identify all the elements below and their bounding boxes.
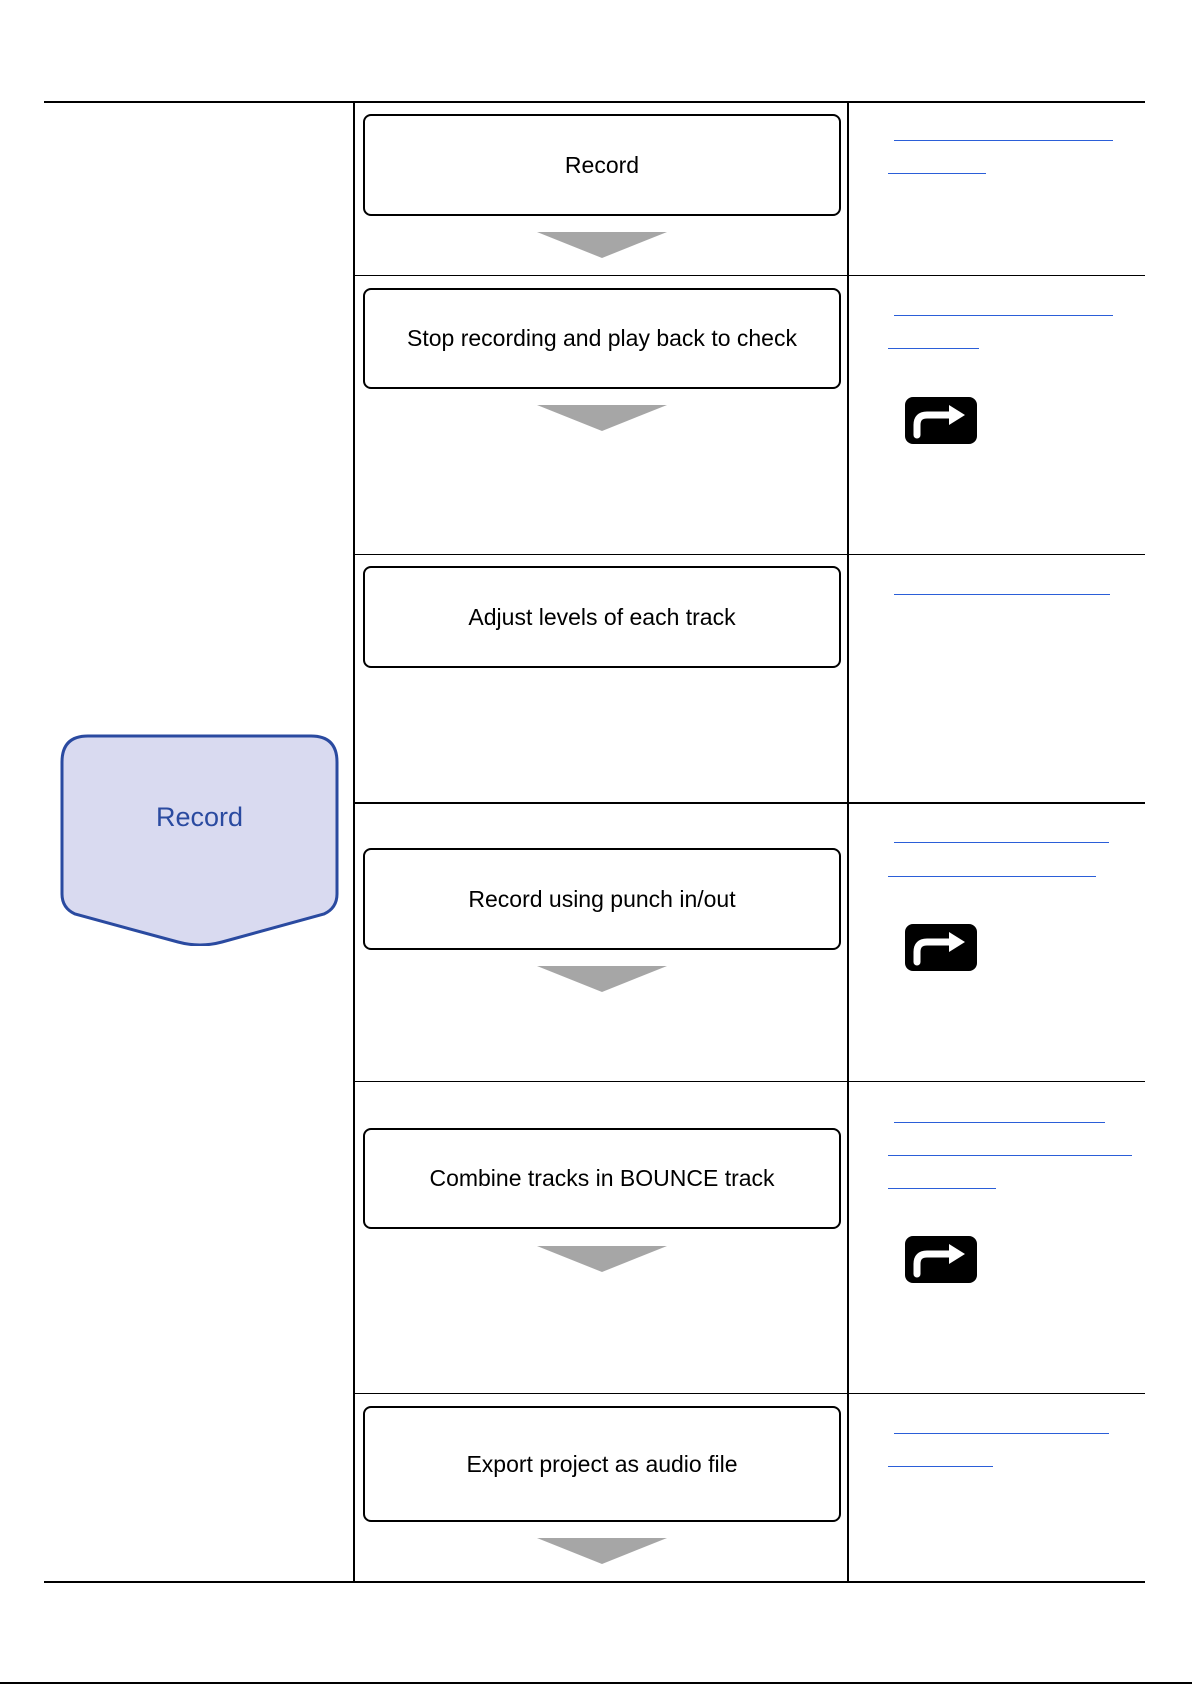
column-divider-right bbox=[847, 101, 849, 1581]
reference-link[interactable] bbox=[888, 173, 986, 174]
step-export: Export project as audio file bbox=[363, 1406, 841, 1522]
row-divider bbox=[353, 554, 1145, 555]
column-divider-left bbox=[353, 101, 355, 1581]
reference-link[interactable] bbox=[888, 1155, 1132, 1156]
stage-badge bbox=[60, 734, 339, 946]
reference-link[interactable] bbox=[894, 842, 1109, 843]
step-record: Record bbox=[363, 114, 841, 216]
reference-link[interactable] bbox=[888, 348, 979, 349]
return-arrow-icon[interactable] bbox=[905, 924, 977, 971]
down-arrow-icon bbox=[537, 405, 667, 431]
reference-link[interactable] bbox=[894, 1122, 1105, 1123]
reference-link[interactable] bbox=[894, 140, 1113, 141]
row-divider bbox=[353, 275, 1145, 276]
down-arrow-icon bbox=[537, 966, 667, 992]
step-punch-in-out: Record using punch in/out bbox=[363, 848, 841, 950]
reference-link[interactable] bbox=[894, 594, 1110, 595]
return-arrow-icon[interactable] bbox=[905, 397, 977, 444]
step-bounce: Combine tracks in BOUNCE track bbox=[363, 1128, 841, 1229]
stage-shape bbox=[60, 734, 339, 946]
table-bottom-border bbox=[44, 1581, 1145, 1583]
return-arrow-icon[interactable] bbox=[905, 1236, 977, 1283]
reference-link[interactable] bbox=[888, 1466, 993, 1467]
row-divider bbox=[353, 1081, 1145, 1082]
down-arrow-icon bbox=[537, 1246, 667, 1272]
down-arrow-icon bbox=[537, 1538, 667, 1564]
down-arrow-icon bbox=[537, 232, 667, 258]
row-divider bbox=[353, 802, 1145, 804]
row-divider bbox=[353, 1393, 1145, 1394]
stage-label: Record bbox=[155, 802, 244, 832]
page-footer-rule bbox=[0, 1682, 1192, 1684]
reference-link[interactable] bbox=[894, 315, 1113, 316]
table-top-border bbox=[44, 101, 1145, 103]
step-adjust-levels: Adjust levels of each track bbox=[363, 566, 841, 668]
reference-link[interactable] bbox=[888, 876, 1096, 877]
step-stop-and-playback: Stop recording and play back to check bbox=[363, 288, 841, 389]
reference-link[interactable] bbox=[888, 1188, 996, 1189]
reference-link[interactable] bbox=[894, 1433, 1109, 1434]
